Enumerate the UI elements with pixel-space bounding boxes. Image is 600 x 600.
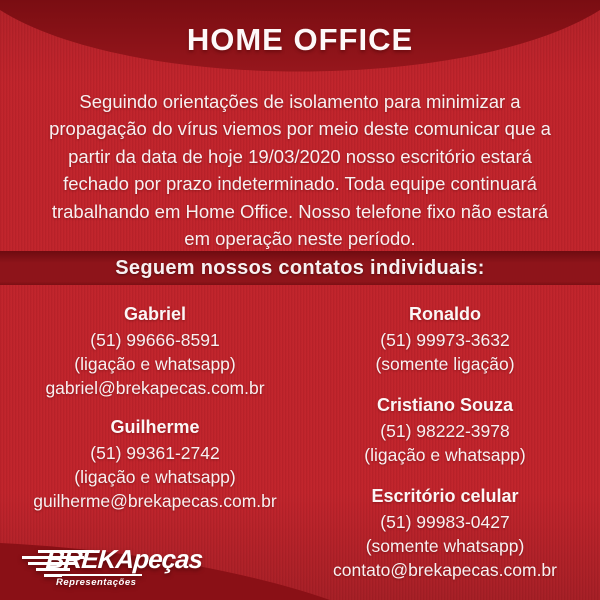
section-heading: Seguem nossos contatos individuais:	[115, 256, 485, 279]
intro-line-4: fechado por prazo indeterminado. Toda equipe continuará	[63, 173, 537, 195]
contact-phone: (51) 99666-8591	[90, 330, 220, 350]
contact-card-ronaldo	[300, 302, 590, 376]
intro-line-1: Seguindo orientações de isolamento para minimizar a	[79, 91, 521, 112]
contact-email: gabriel@brekapecas.com.br	[45, 378, 265, 398]
contact-note: (somente ligação)	[375, 354, 515, 374]
contact-note: (ligação e whatsapp)	[74, 467, 236, 487]
intro-paragraph	[0, 88, 600, 252]
contact-name: Guilherme	[110, 417, 200, 437]
contact-name: Gabriel	[123, 304, 187, 324]
contact-card-guilherme	[0, 415, 310, 513]
intro-line-2: propagação do vírus viemos por meio deste comunicar que a	[49, 118, 551, 140]
contact-note: (ligação e whatsapp)	[364, 445, 526, 465]
contacts-left-column	[0, 302, 310, 528]
contact-email: guilherme@brekapecas.com.br	[33, 491, 277, 511]
contact-card-gabriel	[0, 302, 310, 400]
brand-name-caps: BREKA	[44, 544, 135, 574]
contact-email: contato@brekapecas.com.br	[333, 560, 557, 580]
contact-note: (ligação e whatsapp)	[74, 354, 236, 374]
brand-name-lower: peças	[132, 544, 204, 574]
intro-line-3: partir da data de hoje 19/03/2020 nosso escritório estará	[68, 145, 532, 167]
page-title: HOME OFFICE	[186, 22, 414, 57]
contact-phone: (51) 99361-2742	[90, 443, 220, 463]
contact-phone: (51) 99973-3632	[380, 330, 510, 350]
contact-name: Cristiano Souza	[376, 395, 514, 415]
contact-note: (somente whatsapp)	[365, 536, 525, 556]
intro-line-6: em operação neste período.	[184, 228, 416, 250]
contact-card-cristiano	[300, 393, 590, 467]
contact-card-escritorio	[300, 484, 590, 582]
brand-logo	[16, 544, 206, 598]
brand-tagline: Representações	[54, 574, 142, 588]
section-heading-band	[0, 251, 600, 285]
intro-line-5: trabalhando em Home Office. Nosso telefone fixo não estará	[51, 200, 549, 222]
contact-phone: (51) 99983-0427	[380, 512, 510, 532]
contact-name: Ronaldo	[409, 304, 481, 324]
contact-name: Escritório celular	[371, 486, 519, 506]
brand-name	[45, 544, 203, 574]
contact-phone: (51) 98222-3978	[380, 421, 510, 441]
contacts-right-column	[300, 302, 590, 599]
